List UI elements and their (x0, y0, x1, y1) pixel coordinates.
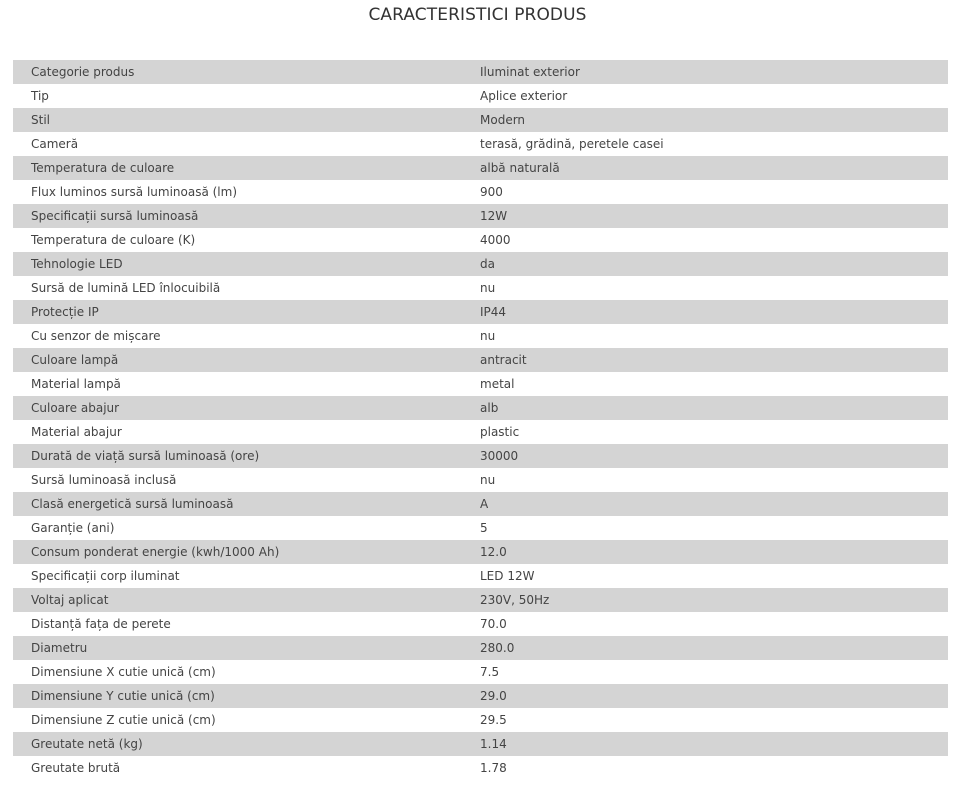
spec-row (13, 756, 948, 780)
spec-row (13, 564, 948, 588)
spec-value: antracit (480, 353, 527, 367)
spec-value: albă naturală (480, 161, 560, 175)
spec-value: 29.0 (480, 689, 507, 703)
spec-value: 5 (480, 521, 488, 535)
spec-label: Greutate brută (31, 761, 121, 775)
spec-value: 12.0 (480, 545, 507, 559)
spec-label: Categorie produs (31, 65, 135, 79)
spec-value: Aplice exterior (480, 89, 568, 103)
spec-row (13, 252, 948, 276)
spec-row (13, 516, 948, 540)
spec-label: Temperatura de culoare (31, 161, 175, 175)
spec-row (13, 396, 948, 420)
spec-value: plastic (480, 425, 520, 439)
spec-label: Distanță fața de perete (31, 617, 171, 631)
spec-label: Tehnologie LED (31, 257, 123, 271)
spec-value: 4000 (480, 233, 511, 247)
spec-table (13, 60, 948, 780)
spec-row (13, 108, 948, 132)
spec-label: Durată de viață sursă luminoasă (ore) (31, 449, 260, 463)
spec-label: Sursă de lumină LED înlocuibilă (31, 281, 221, 295)
spec-value: 1.14 (480, 737, 507, 751)
spec-row (13, 324, 948, 348)
spec-row (13, 444, 948, 468)
spec-row (13, 204, 948, 228)
spec-row (13, 300, 948, 324)
spec-value: terasă, grădină, peretele casei (480, 137, 664, 151)
spec-label: Cu senzor de mișcare (31, 329, 161, 343)
spec-value: 900 (480, 185, 503, 199)
spec-value: alb (480, 401, 499, 415)
spec-label: Dimensiune Z cutie unică (cm) (31, 713, 216, 727)
spec-row (13, 732, 948, 756)
spec-label: Sursă luminoasă inclusă (31, 473, 177, 487)
spec-row (13, 276, 948, 300)
spec-value: nu (480, 281, 496, 295)
spec-label: Dimensiune Y cutie unică (cm) (31, 689, 215, 703)
spec-value: 70.0 (480, 617, 507, 631)
spec-value: metal (480, 377, 515, 391)
spec-label: Greutate netă (kg) (31, 737, 143, 751)
spec-value: 280.0 (480, 641, 515, 655)
spec-label: Diametru (31, 641, 88, 655)
spec-row (13, 132, 948, 156)
spec-label: Consum ponderat energie (kwh/1000 Ah) (31, 545, 280, 559)
spec-label: Material abajur (31, 425, 122, 439)
spec-value: 29.5 (480, 713, 507, 727)
spec-label: Protecție IP (31, 305, 99, 319)
spec-label: Clasă energetică sursă luminoasă (31, 497, 234, 511)
spec-label: Temperatura de culoare (K) (31, 233, 196, 247)
spec-row (13, 84, 948, 108)
spec-label: Tip (31, 89, 49, 103)
spec-value: da (480, 257, 495, 271)
spec-row (13, 420, 948, 444)
spec-value: nu (480, 329, 496, 343)
spec-value: LED 12W (480, 569, 535, 583)
spec-value: 12W (480, 209, 508, 223)
spec-value: 1.78 (480, 761, 507, 775)
spec-value: A (480, 497, 489, 511)
spec-label: Stil (31, 113, 50, 127)
spec-label: Cameră (31, 137, 79, 151)
spec-value: IP44 (480, 305, 507, 319)
spec-label: Culoare abajur (31, 401, 120, 415)
spec-label: Voltaj aplicat (31, 593, 109, 607)
spec-label: Specificații sursă luminoasă (31, 209, 199, 223)
page-title: CARACTERISTICI PRODUS (368, 5, 587, 25)
spec-row (13, 348, 948, 372)
spec-label: Dimensiune X cutie unică (cm) (31, 665, 216, 679)
spec-row (13, 636, 948, 660)
spec-label: Garanție (ani) (31, 521, 115, 535)
spec-row (13, 492, 948, 516)
spec-label: Specificații corp iluminat (31, 569, 180, 583)
spec-row (13, 228, 948, 252)
spec-value: 7.5 (480, 665, 500, 679)
spec-row (13, 60, 948, 84)
spec-row (13, 180, 948, 204)
spec-row (13, 684, 948, 708)
spec-row (13, 708, 948, 732)
spec-row (13, 540, 948, 564)
spec-label: Material lampă (31, 377, 121, 391)
spec-label: Flux luminos sursă luminoasă (lm) (31, 185, 238, 199)
spec-row (13, 372, 948, 396)
spec-row (13, 660, 948, 684)
spec-value: 230V, 50Hz (480, 593, 550, 607)
spec-value: 30000 (480, 449, 519, 463)
spec-row (13, 156, 948, 180)
spec-value: nu (480, 473, 496, 487)
spec-value: Iluminat exterior (480, 65, 580, 79)
spec-row (13, 612, 948, 636)
spec-row (13, 468, 948, 492)
spec-value: Modern (480, 113, 526, 127)
spec-row (13, 588, 948, 612)
spec-label: Culoare lampă (31, 353, 119, 367)
